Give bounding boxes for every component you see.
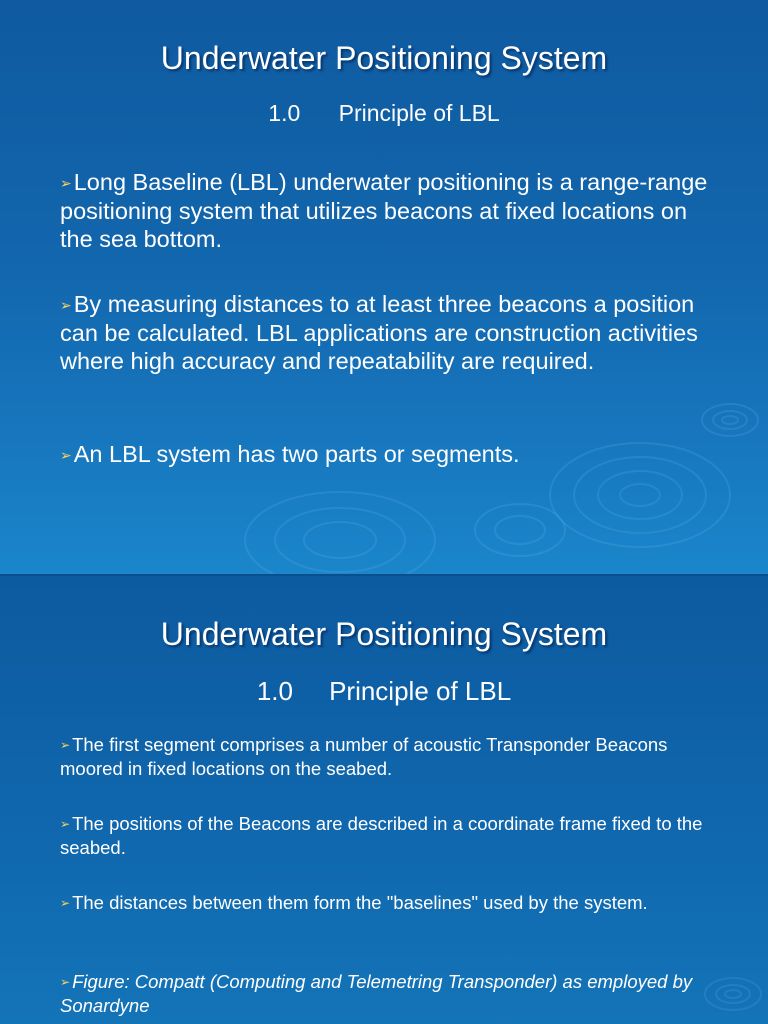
slide-subtitle: 1.0 Principle of LBL: [268, 100, 500, 126]
bullet-text: The positions of the Beacons are described in a coordinate frame fixed to the seabed.: [60, 813, 703, 858]
bullet-item: [60, 290, 710, 375]
slide-2: [0, 576, 768, 1024]
arrow-bullet-icon: ➢: [60, 738, 71, 752]
arrow-bullet-icon: ➢: [60, 896, 71, 910]
bullet-text: The distances between them form the "baselines" used by the system.: [72, 892, 648, 913]
bullet-item: [60, 891, 710, 915]
bullet-text: By measuring distances to at least three beacons a position can be calculated. LBL applications are construction activities where high accuracy and repeatability are required.: [60, 291, 698, 374]
bullet-item: [60, 970, 710, 1017]
arrow-bullet-icon: ➢: [60, 975, 71, 989]
slide-title: Underwater Positioning System: [160, 40, 608, 76]
slide-subtitle: 1.0 Principle of LBL: [256, 676, 512, 706]
arrow-bullet-icon: ➢: [60, 447, 72, 463]
arrow-bullet-icon: ➢: [60, 175, 72, 191]
bullet-item: [60, 733, 710, 780]
bullet-item: [60, 812, 710, 859]
figure-caption: Figure: Compatt (Computing and Telemetring Transponder) as employed by Sonardyne: [60, 971, 693, 1016]
bullet-text: The first segment comprises a number of acoustic Transponder Beacons moored in fixed locations on the seabed.: [60, 734, 668, 779]
bullet-text: Long Baseline (LBL) underwater positioning is a range-range positioning system that utilizes beacons at fixed locations on the sea bottom.: [60, 169, 708, 252]
slide-title: Underwater Positioning System: [160, 616, 608, 652]
bullet-item: [60, 168, 710, 253]
bullet-item: [60, 440, 710, 469]
bullet-text: An LBL system has two parts or segments.: [73, 441, 520, 467]
arrow-bullet-icon: ➢: [60, 817, 71, 831]
arrow-bullet-icon: ➢: [60, 297, 72, 313]
